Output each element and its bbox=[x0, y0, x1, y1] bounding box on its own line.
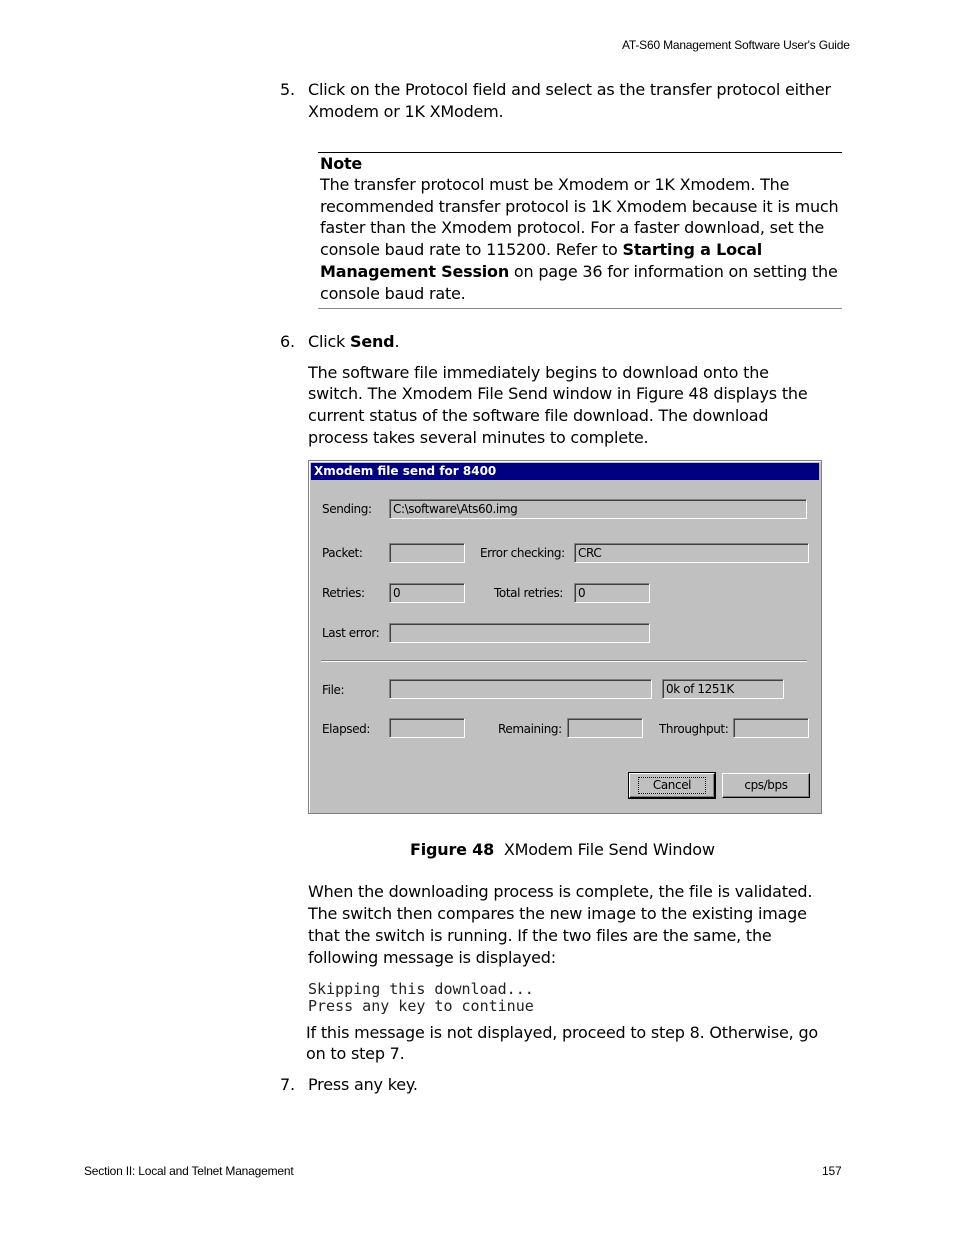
step-5-number: 5. bbox=[280, 80, 295, 99]
retries-field: 0 bbox=[389, 583, 465, 603]
dialog-separator bbox=[321, 660, 807, 662]
para-2-line-4: following message is displayed: bbox=[308, 948, 556, 967]
code-line-1: Skipping this download... bbox=[308, 980, 534, 998]
step-7-number: 7. bbox=[280, 1075, 295, 1094]
para-2-line-2: The switch then compares the new image to the existing image bbox=[308, 904, 807, 923]
last-error-field bbox=[389, 623, 650, 643]
step-6-suffix: . bbox=[394, 332, 400, 351]
cancel-button-label: Cancel bbox=[638, 777, 706, 794]
para-2-line-1: When the downloading process is complete, the file is validated. bbox=[308, 882, 813, 901]
note-line-5 bbox=[320, 261, 838, 283]
remaining-label: Remaining: bbox=[498, 722, 562, 736]
running-header: AT-S60 Management Software User's Guide bbox=[622, 38, 850, 52]
throughput-label: Throughput: bbox=[659, 722, 729, 736]
para-3-line-1: If this message is not displayed, proceed to step 8. Otherwise, go bbox=[306, 1023, 819, 1042]
step-6-text bbox=[308, 331, 399, 353]
step-5-line-1: Click on the Protocol field and select as the transfer protocol either bbox=[308, 80, 831, 99]
note-line-1: The transfer protocol must be Xmodem or 1K Xmodem. The bbox=[320, 175, 790, 194]
file-label: File: bbox=[322, 683, 345, 697]
dialog-titlebar: Xmodem file send for 8400 bbox=[311, 463, 819, 480]
packet-field bbox=[389, 543, 465, 563]
file-progress-bar bbox=[389, 679, 652, 699]
note-line-3: faster than the Xmodem protocol. For a faster download, set the bbox=[320, 218, 825, 237]
cps-bps-button[interactable] bbox=[722, 773, 810, 798]
note-link-management: Management Session bbox=[320, 262, 510, 281]
retries-label: Retries: bbox=[322, 586, 365, 600]
note-bottom-rule bbox=[318, 308, 842, 309]
para-3-line-2: on to step 7. bbox=[306, 1044, 405, 1063]
note-line-6: console baud rate. bbox=[320, 284, 466, 303]
elapsed-label: Elapsed: bbox=[322, 722, 370, 736]
remaining-field bbox=[567, 718, 643, 738]
total-retries-field: 0 bbox=[574, 583, 650, 603]
figure-title: XModem File Send Window bbox=[503, 840, 715, 859]
note-line-5-text: on page 36 for information on setting the bbox=[509, 262, 838, 281]
note-line-4 bbox=[320, 239, 762, 261]
para-1-line-3: current status of the software file download. The download bbox=[308, 406, 769, 425]
xmodem-dialog bbox=[308, 460, 822, 814]
step-5-line-2: Xmodem or 1K XModem. bbox=[308, 102, 504, 121]
packet-label: Packet: bbox=[322, 546, 363, 560]
sending-field: C:\software\Ats60.img bbox=[389, 499, 807, 519]
code-line-2: Press any key to continue bbox=[308, 997, 534, 1015]
elapsed-field bbox=[389, 718, 465, 738]
step-7-text: Press any key. bbox=[308, 1075, 418, 1094]
total-retries-label: Total retries: bbox=[494, 586, 563, 600]
step-6-prefix: Click bbox=[308, 332, 351, 351]
step-6-send: Send bbox=[350, 332, 395, 351]
note-line-4-text: console baud rate to 115200. Refer to bbox=[320, 240, 623, 259]
page-number: 157 bbox=[822, 1164, 842, 1178]
cps-bps-button-label: cps/bps bbox=[744, 778, 788, 792]
figure-label: Figure 48 bbox=[410, 840, 495, 859]
note-link-starting: Starting a Local bbox=[622, 240, 763, 259]
para-1-line-4: process takes several minutes to complete. bbox=[308, 428, 649, 447]
note-line-2: recommended transfer protocol is 1K Xmodem because it is much bbox=[320, 197, 839, 216]
cancel-button[interactable] bbox=[629, 773, 715, 798]
sending-label: Sending: bbox=[322, 502, 372, 516]
para-2-line-3: that the switch is running. If the two files are the same, the bbox=[308, 926, 772, 945]
file-progress-text: 0k of 1251K bbox=[662, 679, 784, 699]
note-heading: Note bbox=[320, 154, 363, 173]
throughput-field bbox=[733, 718, 809, 738]
error-checking-label: Error checking: bbox=[480, 546, 565, 560]
para-1-line-1: The software file immediately begins to download onto the bbox=[308, 363, 769, 382]
note-top-rule bbox=[318, 152, 842, 153]
figure-caption bbox=[410, 840, 715, 859]
footer-section: Section II: Local and Telnet Management bbox=[84, 1164, 294, 1178]
error-checking-field: CRC bbox=[574, 543, 809, 563]
last-error-label: Last error: bbox=[322, 626, 380, 640]
para-1-line-2: switch. The Xmodem File Send window in Figure 48 displays the bbox=[308, 384, 808, 403]
step-6-number: 6. bbox=[280, 332, 295, 351]
